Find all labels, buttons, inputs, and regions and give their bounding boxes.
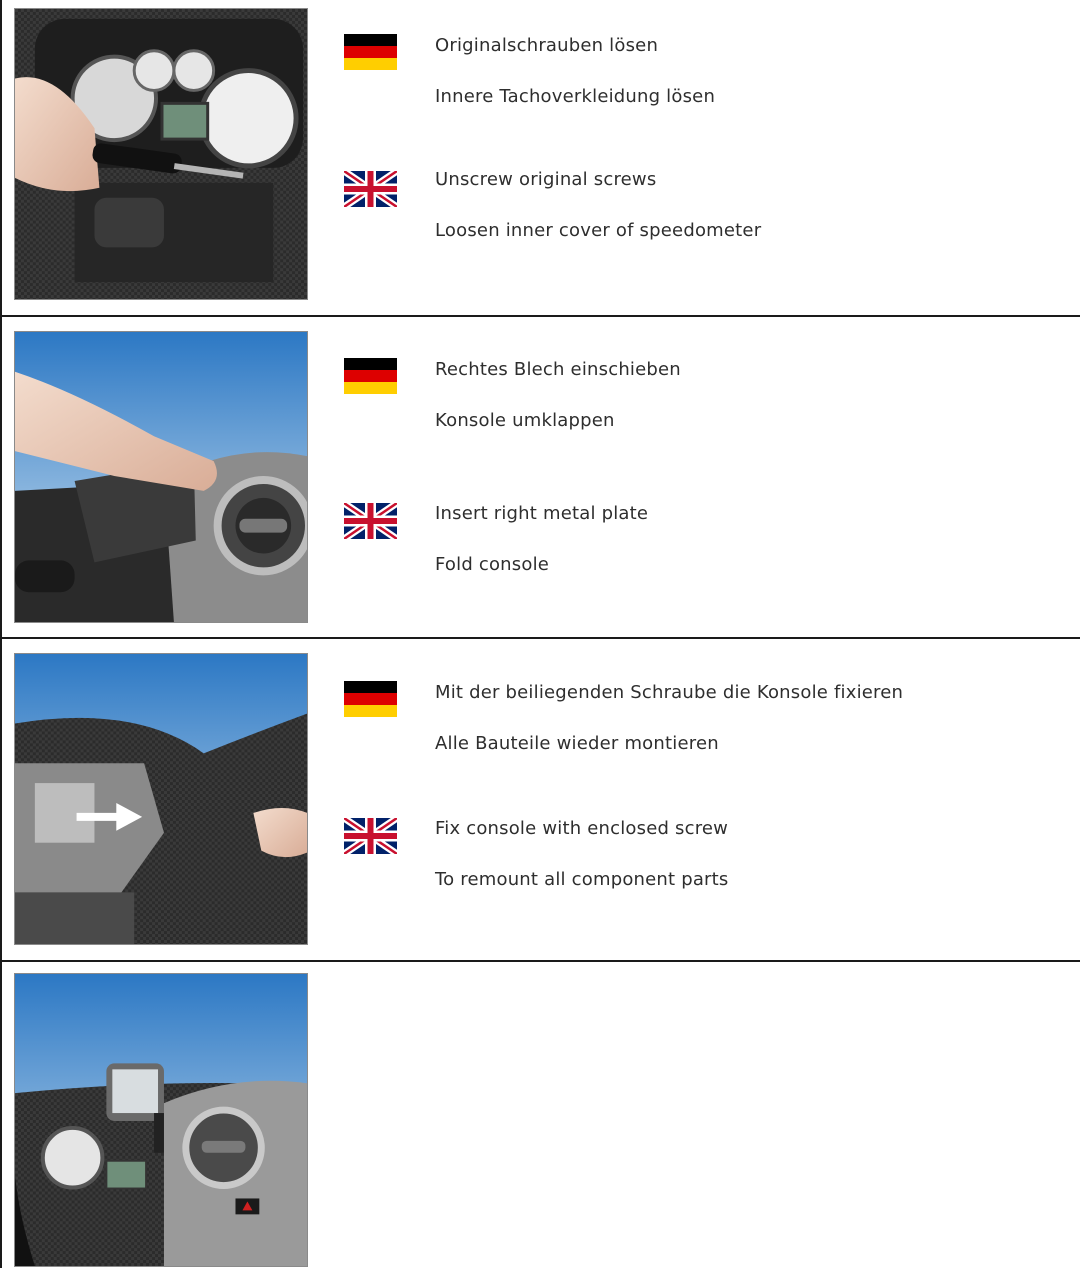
uk-flag-icon [344,171,397,207]
germany-flag-icon [344,358,397,394]
step1-en-line1: Unscrew original screws [435,169,657,190]
step2-de-line2: Konsole umklappen [435,410,615,431]
row-divider [0,315,1080,317]
step3-en-line1: Fix console with enclosed screw [435,818,729,839]
step2-de-line1: Rechtes Blech einschieben [435,359,681,380]
step2-en-line2: Fold console [435,554,550,575]
germany-flag-icon [344,681,397,717]
step1-de-line2: Innere Tachoverkleidung lösen [435,86,716,107]
step3-photo [14,653,308,945]
step3-en-line2: To remount all component parts [435,869,729,890]
step4-photo [14,973,308,1267]
left-border [0,0,2,1268]
step3-de-line1: Mit der beiliegenden Schraube die Konsole fixieren [435,682,904,703]
step3-de-line2: Alle Bauteile wieder montieren [435,733,719,754]
step2-photo [14,331,308,623]
uk-flag-icon [344,503,397,539]
step1-en-line2: Loosen inner cover of speedometer [435,220,762,241]
row-divider [0,637,1080,639]
step1-photo [14,8,308,300]
row-divider [0,960,1080,962]
step2-en-line1: Insert right metal plate [435,503,649,524]
germany-flag-icon [344,34,397,70]
step1-de-line1: Originalschrauben lösen [435,35,659,56]
uk-flag-icon [344,818,397,854]
